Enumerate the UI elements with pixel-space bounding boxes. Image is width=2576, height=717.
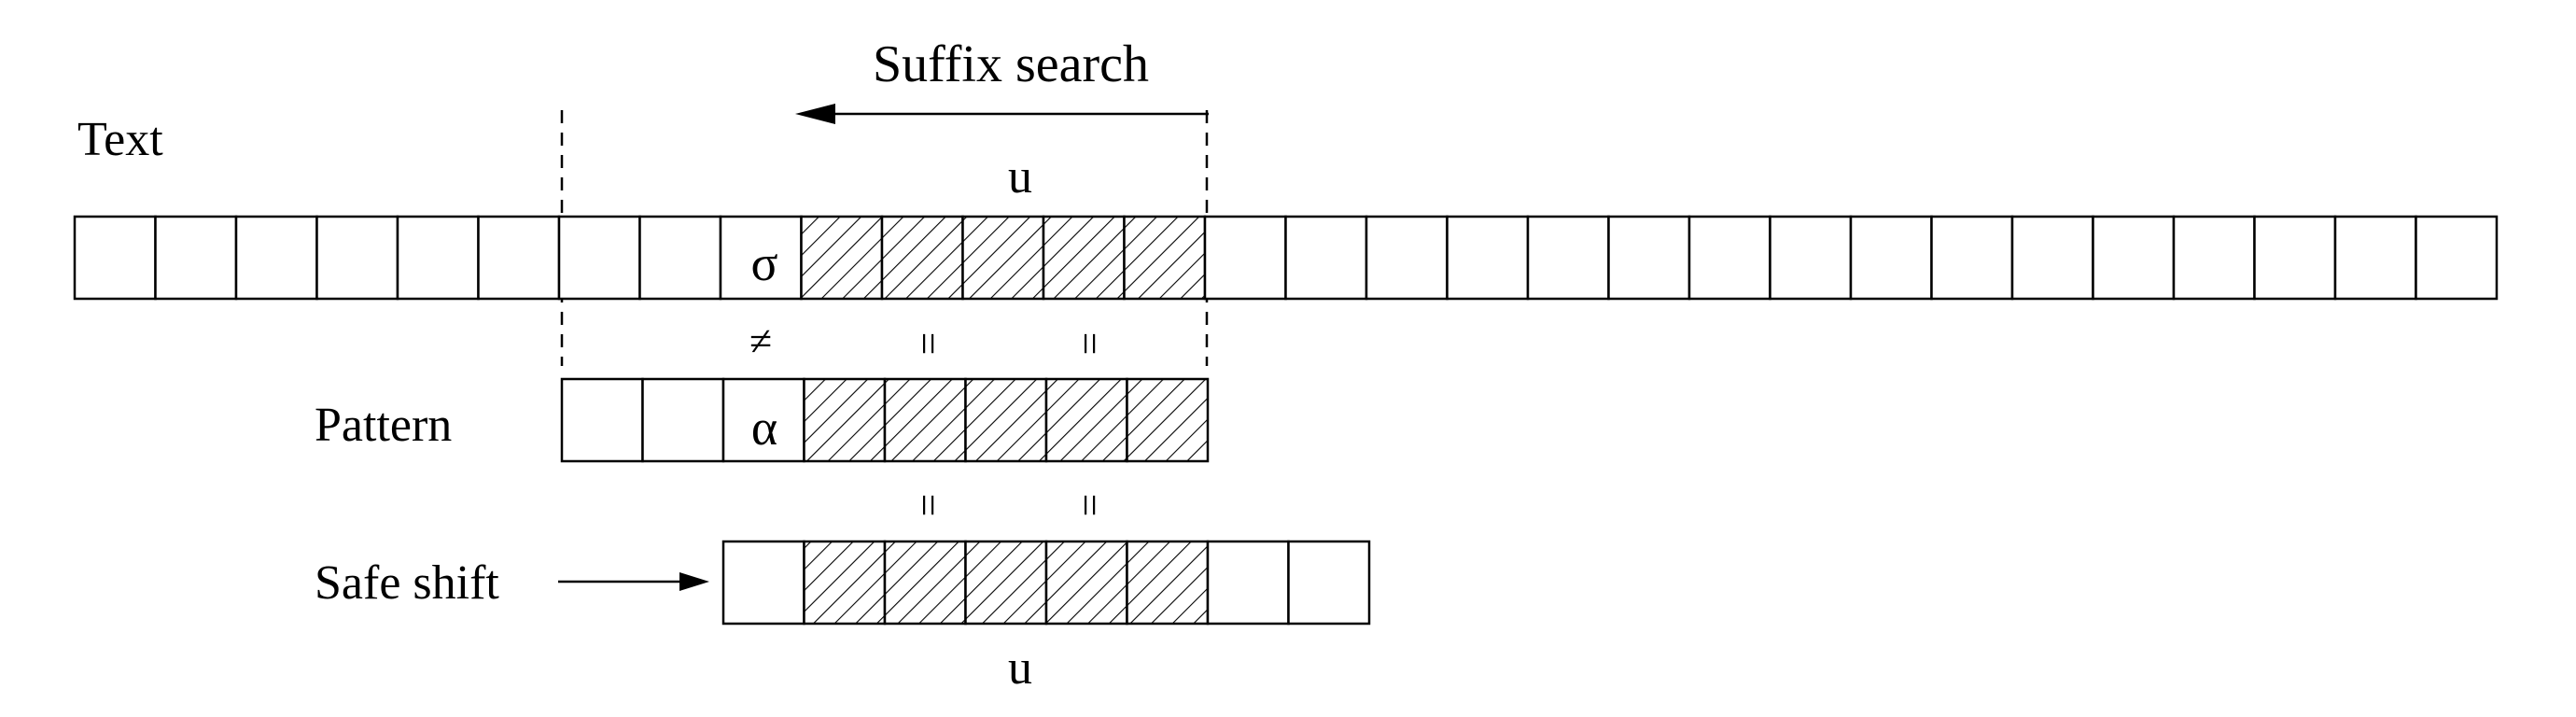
hatched-cell [885,541,966,624]
pattern-row-label: Pattern [315,399,453,452]
hatched-cell [966,541,1047,624]
cell [723,541,805,624]
hatched-cell [1127,541,1209,624]
cell [2255,217,2336,299]
cell [643,379,724,461]
hatched-cell [966,379,1047,461]
cell [2335,217,2416,299]
cell [479,217,560,299]
hatched-cell [805,541,886,624]
hatched-cell [1043,217,1125,299]
cell [75,217,156,299]
hatched-cell [802,217,883,299]
cell [1448,217,1529,299]
cell [1289,541,1370,624]
text-row-label: Text [77,113,163,166]
text-strip [75,217,2497,299]
cell [1851,217,1932,299]
cell [1286,217,1367,299]
equal-mark: = [1067,493,1113,517]
pattern-strip [562,379,1208,461]
u-label-top: u [1008,150,1032,204]
cell [1366,217,1448,299]
u-label-bottom: u [1008,641,1032,695]
cell [2012,217,2093,299]
hatched-cell [1127,379,1209,461]
hatched-cell [963,217,1044,299]
not-equal-mark: ≠ [749,318,773,364]
cell [562,379,643,461]
equal-mark: = [905,331,951,356]
cell [1771,217,1852,299]
alpha-symbol: α [750,400,778,456]
cell [1528,217,1609,299]
cell [640,217,721,299]
cell [2174,217,2255,299]
hatched-cell [882,217,963,299]
hatched-cell [1046,379,1127,461]
safe-shift-arrow [558,572,709,591]
suffix-search-arrow [795,104,1209,124]
hatched-cell [805,379,886,461]
hatched-cell [1046,541,1127,624]
hatched-cell [1125,217,1206,299]
cell [1609,217,1690,299]
equal-mark: = [905,493,951,517]
cell [156,217,237,299]
safe-shift-label: Safe shift [315,556,499,610]
cell [317,217,399,299]
cell [2093,217,2175,299]
shifted-pattern-strip [723,541,1369,624]
title-suffix-search: Suffix search [873,35,1149,93]
cell [1689,217,1771,299]
cell [1932,217,2013,299]
sigma-symbol: σ [750,235,778,291]
cell [559,217,640,299]
equal-mark: = [1067,331,1113,356]
cell [1208,541,1289,624]
cell [236,217,317,299]
cell [1205,217,1286,299]
cell [2416,217,2498,299]
hatched-cell [885,379,966,461]
cell [398,217,479,299]
